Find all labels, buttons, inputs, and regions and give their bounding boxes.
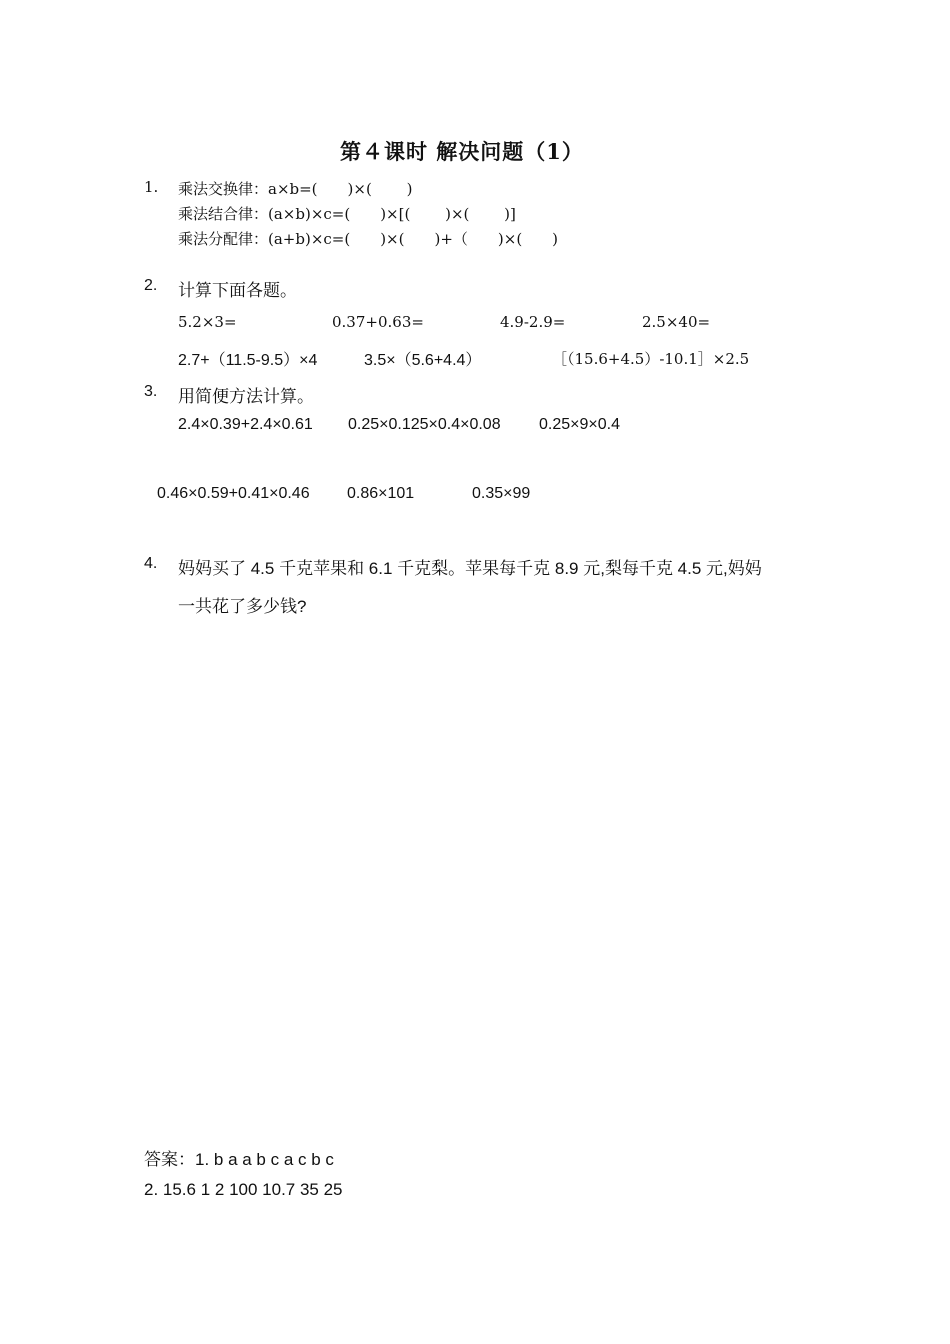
q4-line-1: 妈妈买了 4.5 千克苹果和 6.1 千克梨。苹果每千克 8.9 元,梨每千克 4.5 元,妈妈 bbox=[178, 559, 762, 578]
answers-line-2: 2. 15.6 1 2 100 10.7 35 25 bbox=[144, 1180, 343, 1199]
q3-item-3: 0.25×9×0.4 bbox=[539, 416, 620, 433]
q2-item-2: 0.37+0.63= bbox=[332, 313, 424, 331]
q2-item-7: ［（15.6+4.5）-10.1］×2.5 bbox=[552, 350, 750, 368]
q4-line-2: 一共花了多少钱? bbox=[178, 597, 307, 616]
q3-item-4: 0.46×0.59+0.41×0.46 bbox=[157, 485, 310, 502]
q2-item-4: 2.5×40= bbox=[642, 313, 711, 331]
q3-number: 3. bbox=[144, 383, 158, 400]
q3-item-1: 2.4×0.39+2.4×0.61 bbox=[178, 416, 313, 433]
q2-item-1: 5.2×3= bbox=[178, 313, 237, 331]
q3-item-5: 0.86×101 bbox=[347, 485, 415, 502]
q2-number: 2. bbox=[144, 277, 158, 294]
q3-item-6: 0.35×99 bbox=[472, 485, 531, 502]
page-title: 第４课时 解决问题（1） bbox=[340, 139, 584, 164]
q2-heading: 计算下面各题。 bbox=[178, 281, 297, 300]
q3-heading: 用简便方法计算。 bbox=[178, 387, 314, 406]
q1-commutative-law: 乘法交换律：a×b=( )×( ) bbox=[178, 180, 413, 198]
q4-number: 4. bbox=[144, 555, 158, 572]
q1-number: 1. bbox=[144, 178, 159, 196]
answers-line-1: 答案：1. b a a b c a c b c bbox=[144, 1150, 334, 1169]
q2-item-3: 4.9-2.9= bbox=[500, 313, 566, 331]
q1-associative-law: 乘法结合律：(a×b)×c=( )×[( )×( )] bbox=[178, 205, 516, 223]
q3-item-2: 0.25×0.125×0.4×0.08 bbox=[348, 416, 501, 433]
q1-distributive-law: 乘法分配律：(a+b)×c=( )×( )+（ )×( ) bbox=[178, 230, 559, 248]
q2-item-6: 3.5×（5.6+4.4） bbox=[364, 352, 482, 369]
q2-item-5: 2.7+（11.5-9.5）×4 bbox=[178, 352, 318, 369]
